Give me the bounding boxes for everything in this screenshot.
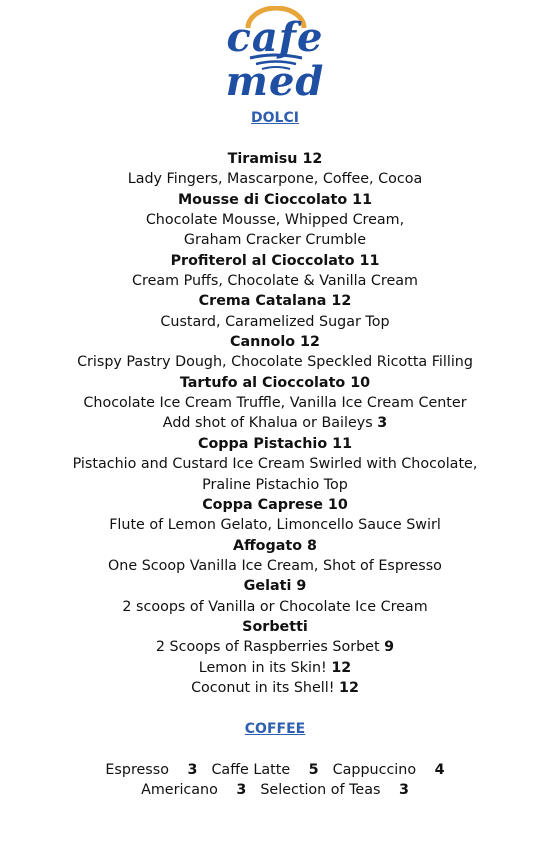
dessert-addon	[0, 413, 550, 433]
dessert-name: Profiterol al Cioccolato 11	[170, 252, 380, 269]
dessert-name: Gelati 9	[243, 578, 307, 595]
coffee-name: Selection of Teas	[260, 782, 385, 799]
logo-text: cafe med	[225, 14, 325, 105]
dessert-name: Coppa Caprese 10	[202, 496, 348, 513]
coffee-row	[0, 760, 550, 780]
coffee-price: 3	[236, 782, 247, 799]
item-text: Add shot of Khalua or Baileys	[162, 415, 378, 432]
dessert-description: Praline Pistachio Top	[202, 476, 348, 493]
coffee-price: 5	[308, 762, 319, 778]
item-text: Coconut in its Shell!	[191, 679, 339, 696]
coffee-item	[105, 762, 197, 778]
dessert-description: Pistachio and Custard Ice Cream Swirled with Chocolate,	[72, 456, 478, 473]
dessert-name: Sorbetti	[242, 618, 308, 635]
sorbet-option	[0, 658, 550, 678]
coffee-name: Americano	[141, 782, 223, 799]
dessert-description: Crispy Pastry Dough, Chocolate Speckled Ricotta Filling	[77, 354, 473, 371]
coffee-item	[333, 762, 445, 778]
cafe-med-logo	[190, 6, 360, 105]
sorbet-option	[0, 637, 550, 657]
item-price: 12	[331, 659, 352, 676]
item-price: 12	[339, 679, 359, 696]
dessert-description: Custard, Caramelized Sugar Top	[160, 313, 390, 330]
coffee-price: 4	[434, 762, 445, 778]
item-price: 9	[384, 639, 395, 656]
dessert-description: Flute of Lemon Gelato, Limoncello Sauce Swirl	[109, 517, 441, 534]
coffee-list	[0, 760, 550, 801]
dolci-title: DOLCI	[251, 110, 299, 126]
coffee-item	[260, 782, 409, 798]
item-price: 3	[377, 415, 388, 432]
dessert-name: Crema Catalana 12	[198, 293, 352, 310]
dessert-name: Affogato 8	[233, 537, 317, 554]
coffee-row	[0, 780, 550, 800]
sorbet-option	[0, 678, 550, 698]
coffee-price: 3	[398, 782, 409, 799]
dessert-description: 2 scoops of Vanilla or Chocolate Ice Cream	[122, 598, 428, 615]
dessert-name: Tartufo al Cioccolato 10	[179, 374, 371, 391]
dessert-description: One Scoop Vanilla Ice Cream, Shot of Espresso	[108, 557, 442, 574]
coffee-name: Espresso	[105, 762, 174, 778]
dessert-name: Mousse di Cioccolato 11	[177, 191, 373, 208]
coffee-name: Caffe Latte	[211, 762, 295, 778]
dessert-description: Lady Fingers, Mascarpone, Coffee, Cocoa	[127, 171, 423, 188]
coffee-price: 3	[187, 762, 198, 778]
dessert-name: Tiramisu 12	[227, 151, 323, 167]
dessert-name: Coppa Pistachio 11	[197, 435, 353, 452]
coffee-title: COFFEE	[244, 721, 306, 737]
dessert-description: Cream Puffs, Chocolate & Vanilla Cream	[132, 273, 418, 290]
item-text: 2 Scoops of Raspberries Sorbet	[155, 639, 385, 656]
dessert-description: Chocolate Ice Cream Truffle, Vanilla Ice Cream Center	[83, 395, 467, 412]
coffee-item	[211, 762, 318, 778]
dessert-name: Cannolo 12	[230, 334, 320, 351]
dessert-description: Graham Cracker Crumble	[183, 232, 367, 249]
coffee-name: Cappuccino	[332, 762, 421, 778]
dolci-list	[0, 149, 550, 698]
item-text: Lemon in its Skin!	[198, 659, 332, 676]
dessert-description: Chocolate Mousse, Whipped Cream,	[145, 212, 405, 229]
coffee-item	[141, 782, 246, 798]
